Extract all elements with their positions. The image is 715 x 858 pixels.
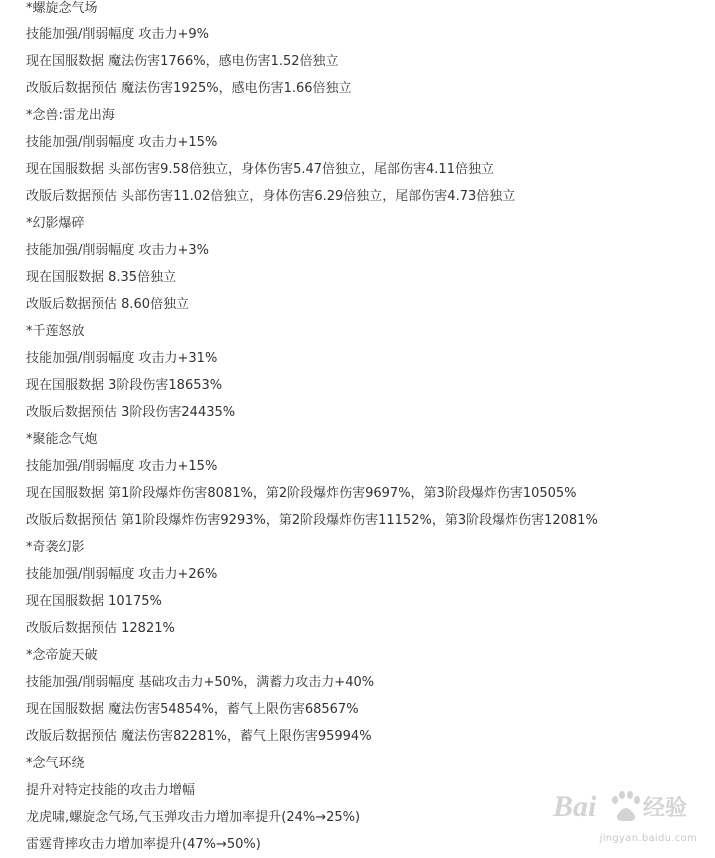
estimated-data-line: 改版后数据预估 头部伤害11.02倍独立，身体伤害6.29倍独立，尾部伤害4.73倍独立	[26, 189, 516, 204]
skill-title: *聚能念气炮	[26, 432, 98, 447]
current-data-line: 现在国服数据 8.35倍独立	[26, 270, 177, 285]
estimated-data-line: 改版后数据预估 魔法伤害1925%，感电伤害1.66倍独立	[26, 81, 352, 96]
baidu-jingyan-watermark	[551, 784, 701, 844]
adjust-line: 技能加强/削弱幅度 攻击力+26%	[26, 567, 218, 582]
estimated-data-line: 改版后数据预估 8.60倍独立	[26, 297, 190, 312]
estimated-data-line: 改版后数据预估 魔法伤害82281%，蓄气上限伤害95994%	[26, 729, 372, 744]
skill-title: *念气环绕	[26, 756, 85, 771]
svg-text:经验: 经验	[643, 796, 688, 821]
skill-title: *念兽:雷龙出海	[26, 108, 115, 123]
estimated-data-line: 改版后数据预估 3阶段伤害24435%	[26, 405, 236, 420]
adjust-line: 技能加强/削弱幅度 攻击力+31%	[26, 351, 218, 366]
current-data-line: 现在国服数据 10175%	[26, 594, 162, 609]
adjust-line: 技能加强/削弱幅度 攻击力+15%	[26, 135, 218, 150]
adjust-line: 技能加强/削弱幅度 攻击力+9%	[26, 27, 210, 42]
skill-title: *幻影爆碎	[26, 216, 85, 231]
current-data-line: 现在国服数据 3阶段伤害18653%	[26, 378, 223, 393]
skill-title: *螺旋念气场	[26, 1, 98, 16]
current-data-line: 现在国服数据 头部伤害9.58倍独立，身体伤害5.47倍独立，尾部伤害4.11倍独立	[26, 162, 494, 177]
skill-title: *念帝旋天破	[26, 648, 98, 663]
baidu-paw-logo-icon	[551, 784, 701, 826]
current-data-line: 现在国服数据 魔法伤害54854%，蓄气上限伤害68567%	[26, 702, 359, 717]
current-data-line: 现在国服数据 魔法伤害1766%，感电伤害1.52倍独立	[26, 54, 339, 69]
adjust-line: 技能加强/削弱幅度 攻击力+15%	[26, 459, 218, 474]
description-line: 雷霆背摔攻击力增加率提升(47%→50%)	[26, 837, 261, 852]
article-body	[26, 0, 706, 858]
svg-text:Bai: Bai	[553, 790, 597, 823]
current-data-line: 现在国服数据 第1阶段爆炸伤害8081%，第2阶段爆炸伤害9697%，第3阶段爆炸伤害10505%	[26, 486, 577, 501]
watermark-url: jingyan.baidu.com	[599, 833, 697, 844]
adjust-line: 技能加强/削弱幅度 基础攻击力+50%，满蓄力攻击力+40%	[26, 675, 375, 690]
adjust-line: 技能加强/削弱幅度 攻击力+3%	[26, 243, 210, 258]
estimated-data-line: 改版后数据预估 12821%	[26, 621, 175, 636]
skill-title: *千莲怒放	[26, 324, 85, 339]
estimated-data-line: 改版后数据预估 第1阶段爆炸伤害9293%，第2阶段爆炸伤害11152%，第3阶段爆炸伤害12081%	[26, 513, 598, 528]
skill-title: *奇袭幻影	[26, 540, 85, 555]
description-line: 提升对特定技能的攻击力增幅	[26, 783, 196, 798]
description-line: 龙虎啸,螺旋念气场,气玉弹攻击力增加率提升(24%→25%)	[26, 810, 361, 825]
